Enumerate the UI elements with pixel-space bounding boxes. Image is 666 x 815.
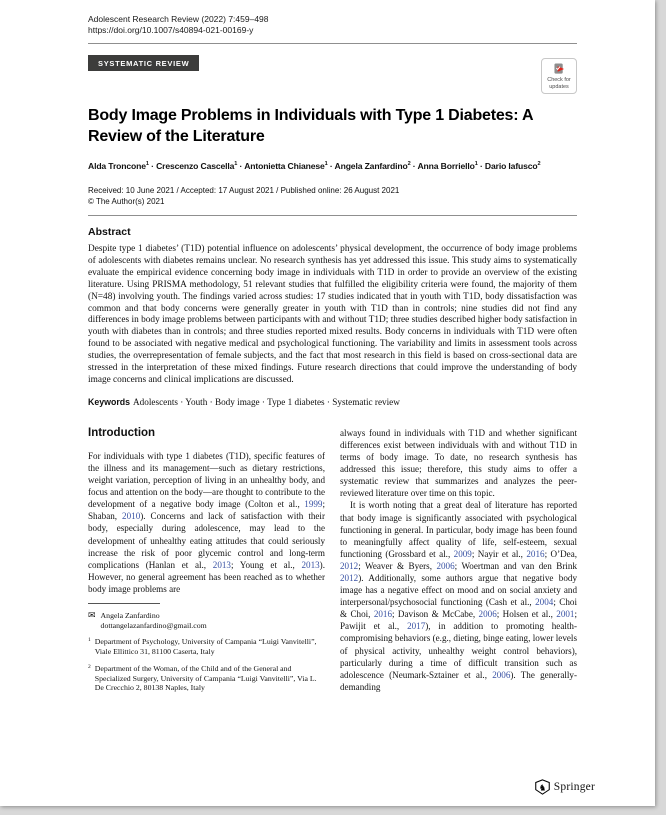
introduction-heading: Introduction	[88, 426, 156, 439]
abstract-section	[88, 226, 577, 407]
citation-year-link[interactable]: 2010	[122, 511, 141, 522]
citation-year-link[interactable]: 2006	[492, 669, 511, 680]
citation-year-link[interactable]: 2006	[436, 560, 455, 571]
author-list: Alda Troncone$^1$ · Crescenzo Cascella$^1$ · Antonietta Chianese$^1$ · Angela Zanfardino$^2$ · Anna Borriello$^1$ · Dario Iafusco$^2$	[88, 161, 541, 171]
citation-year-link[interactable]: 2001	[556, 609, 575, 620]
copyright-line: © The Author(s) 2021	[88, 197, 165, 206]
journal-meta	[88, 14, 577, 36]
crossmark-icon	[554, 63, 565, 75]
badge-row	[88, 55, 577, 94]
check-updates-label: Check for updates	[547, 77, 571, 90]
citation-year-link[interactable]: 2006	[478, 609, 497, 620]
abstract-divider	[88, 215, 577, 216]
article-title: Body Image Problems in Individuals with Type 1 Diabetes: A Review of the Literature	[88, 107, 533, 145]
citation-year-link[interactable]: 2009	[453, 548, 472, 559]
svg-text:♞: ♞	[538, 783, 546, 793]
keywords-text: Adolescents · Youth · Body image · Type 1 diabetes · Systematic review	[133, 396, 400, 407]
affiliation-2-text: Department of the Woman, of the Child and of the General and Specialized Surgery, University of Campania “Luigi Vanvitelli”, Via L. De Crecchio 2, 80138 Naples, Italy	[94, 663, 317, 693]
journal-citation-line: Adolescent Research Review (2022) 7:459–498	[88, 14, 269, 24]
keywords-line	[88, 397, 577, 407]
affiliation-1-text: Department of Psychology, University of Campania “Luigi Vanvitelli”, Viale Ellittico 31, 81100 Caserta, Italy	[94, 637, 317, 657]
intro-paragraph-right-1: always found in individuals with T1D and whether significant differences exist between individuals with and without T1D in terms of body image. To date, no research synthesis has addressed this issue; therefore, this study aims to offer a systematic review that summarizes and analyzes the peer-reviewed literature over time on this topic.	[340, 427, 577, 499]
header-divider	[88, 43, 577, 44]
article-type-badge: SYSTEMATIC REVIEW	[88, 55, 199, 71]
footnotes-block	[88, 603, 325, 693]
affiliation-2-number: 2	[88, 663, 91, 670]
springer-logo	[535, 779, 595, 795]
citation-year-link[interactable]: 2017	[407, 621, 426, 632]
citation-year-link[interactable]: 2016	[526, 548, 545, 559]
right-column	[340, 427, 577, 693]
citation-year-link[interactable]: 2013	[301, 559, 320, 570]
check-for-updates-badge[interactable]	[541, 58, 577, 94]
citation-year-link[interactable]: 2016	[373, 609, 392, 620]
correspondence-block	[88, 611, 325, 630]
intro-paragraph-left: For individuals with type 1 diabetes (T1D), specific features of the illness and its management—such as dietary restrictions, weight variation, perception of living in an unhealthy body, and focus and attention on the body—are thought to contribute to the development of a negative body image (Colton et al., 1999; Shaban, 2010). Concerns and lack of satisfaction with their body, especially during adolescence, may lead to the development of unhealthy eating attitudes that could seriously increase the risk of poor glycemic control and long-term complications (Hanlan et al., 2013; Young et al., 2013). However, no general agreement has been reached as to whether body image problems are	[88, 450, 325, 594]
citation-year-link[interactable]: 2004	[535, 597, 554, 608]
abstract-text: Despite type 1 diabetes’ (T1D) potential influence on adolescents’ physical development, the occurrence of body image problems of adolescents with diabetes remains unclear. No research synthesis has yet addressed this issue. This study aims to systematically evaluate the empirical evidence concerning body image in individuals with T1D in order to provide an overview of the existing literature. Using PRISMA methodology, 51 relevant studies that fulfilled the eligibility criteria were found, the majority of them (N=48) involving youth. The findings varied across studies: 17 studies indicated that in youth with T1D, body dissatisfaction was common and that body concerns were generally greater in youth with T1D than in controls; nine studies did not find any differences in body image problems between participants with and without T1D; three studies described higher body satisfaction in youth with diabetes than in controls; and three studies reported mixed results. Body concerns in individuals with T1D were often found to be associated with negative medical and psychological functioning. The variability and limits in assessment tools across studies, the overrepresentation of female subjects, and the fact that most research in this field is based on cross-sectional data are stressed in the interpretation of these mixed findings. Future research directions that could improve the understanding of body image concerns and clinical implications are discussed.	[88, 244, 577, 385]
springer-shield-icon	[535, 779, 550, 795]
left-column	[88, 427, 325, 693]
email-icon: ✉	[88, 610, 96, 621]
citation-year-link[interactable]: 2012	[340, 560, 359, 571]
dates-line: Received: 10 June 2021 / Accepted: 17 August 2021 / Published online: 26 August 2021	[88, 186, 400, 195]
footnote-divider	[88, 603, 160, 604]
citation-year-link[interactable]: 2012	[340, 573, 359, 583]
correspondence-details	[101, 611, 207, 630]
two-column-body	[88, 427, 577, 693]
correspondence-name: Angela Zanfardino	[100, 611, 160, 621]
doi-link[interactable]: https://doi.org/10.1007/s40894-021-00169-y	[88, 25, 254, 35]
affiliation-2	[88, 664, 325, 693]
correspondence-email[interactable]: dottangelazanfardino@gmail.com	[100, 620, 207, 630]
abstract-heading: Abstract	[88, 226, 131, 238]
intro-paragraph-right-2: It is worth noting that a great deal of literature has reported that body image is significantly associated with psychological functioning in general. In particular, body image has been found to meaningfully affect quality of life, self-esteem, sexual functioning (Grossbard et al., 2009; Nayir et al., 2016; O’Dea, 2012; Weaver & Byers, 2006; Woertman and van den Brink 2012). Additionally, some authors argue that negative body image has a negative effect on mood and on social anxiety and interpersonal/psychosocial functioning (Cash et al., 2004; Choi & Choi, 2016; Davison & McCabe, 2006; Holsen et al., 2001; Pawijit et al., 2017), in addition to promoting health-compromising behaviors (e.g., dieting, binge eating, lower levels of physical activity, unhealthy weight control behaviors), particularly during a time of difficult transition such as adolescence (Neumark-Sztainer et al., 2006). The generally-demanding	[340, 500, 578, 692]
springer-wordmark: Springer	[553, 781, 595, 793]
affiliation-1-number: 1	[88, 637, 91, 644]
citation-year-link[interactable]: 1999	[304, 499, 323, 510]
citation-year-link[interactable]: 2013	[212, 559, 231, 570]
keywords-label: Keywords	[88, 396, 131, 407]
affiliation-1	[88, 637, 325, 656]
